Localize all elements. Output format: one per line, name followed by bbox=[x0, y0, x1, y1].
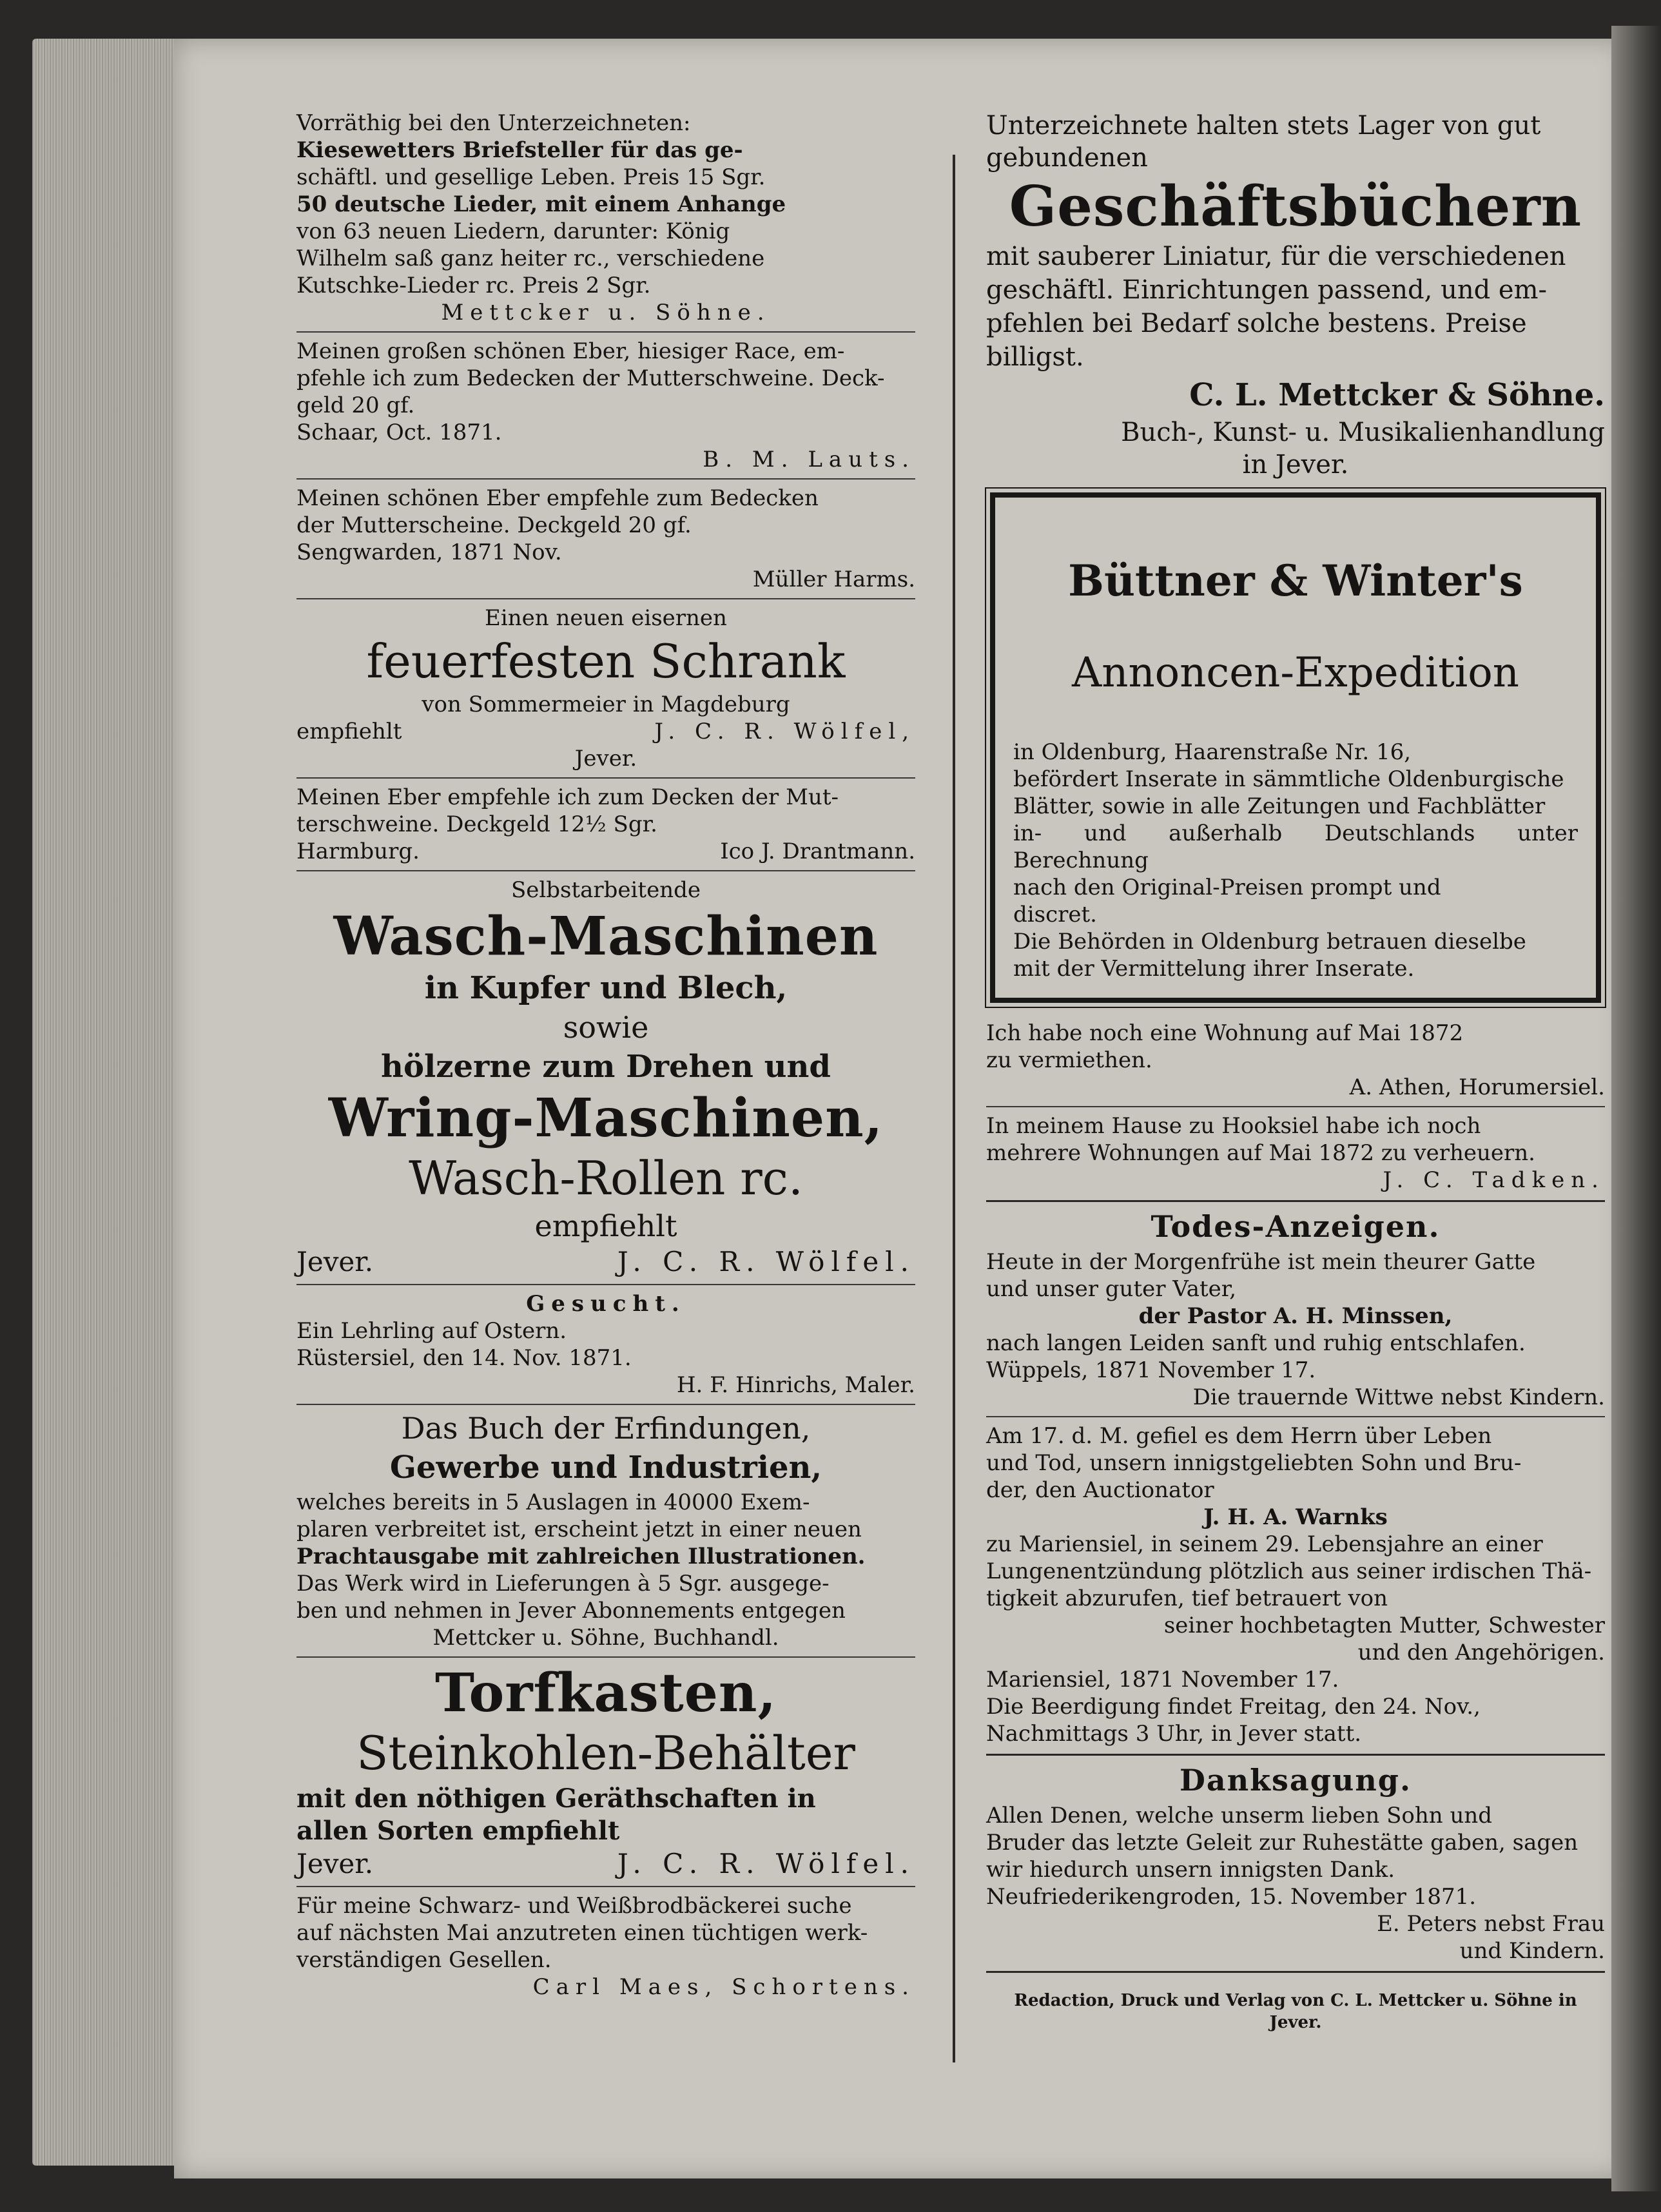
notice-line: seiner hochbetagten Mutter, Schwester bbox=[1163, 1613, 1605, 1638]
ad-signature: Mettcker u. Söhne. bbox=[441, 300, 771, 325]
divider bbox=[986, 1106, 1605, 1107]
ad-signature: A. Athen, Horumersiel. bbox=[1349, 1074, 1605, 1100]
ad-signature: Carl Maes, Schortens. bbox=[532, 1974, 915, 2000]
ad-baeckerei bbox=[296, 1892, 915, 2001]
ad-line: von 63 neuen Liedern, darunter: König bbox=[296, 218, 730, 244]
ad-frame-buettner-winter bbox=[990, 492, 1601, 1003]
frame-line: in Oldenburg, Haarenstraße Nr. 16, bbox=[1013, 739, 1412, 765]
divider bbox=[986, 1971, 1605, 1973]
divider bbox=[986, 1754, 1605, 1756]
ad-line: mit sauberer Liniatur, für die verschiedenen bbox=[986, 242, 1566, 271]
ad-headline: Torfkasten, bbox=[434, 1662, 777, 1724]
ad-line: in Kupfer und Blech, bbox=[424, 970, 788, 1006]
ad-line: ben und nehmen in Jever Abonnements entgegen bbox=[296, 1598, 846, 1624]
ad-signature: Müller Harms. bbox=[752, 567, 915, 592]
ad-firm-sub: Buch-, Kunst- u. Musikalienhandlung bbox=[1121, 418, 1605, 447]
ad-place-date: Schaar, Oct. 1871. bbox=[296, 420, 502, 445]
notice-line: Wüppels, 1871 November 17. bbox=[986, 1357, 1316, 1383]
frame-line: mit der Vermittelung ihrer Inserate. bbox=[1013, 956, 1415, 982]
notice-line: und Tod, unsern innigstgeliebten Sohn und Bru- bbox=[986, 1450, 1522, 1476]
ad-place: Jever. bbox=[296, 1848, 374, 1879]
ad-signature-row bbox=[296, 718, 915, 745]
ad-signature-row bbox=[296, 838, 915, 865]
divider bbox=[296, 1404, 915, 1405]
right-column bbox=[986, 110, 1605, 2050]
ad-line: schäftl. und gesellige Leben. Preis 15 Sgr. bbox=[296, 164, 766, 190]
thanks-notice bbox=[986, 1762, 1605, 1965]
ad-place: Harmburg. bbox=[296, 839, 420, 864]
notice-line: nach langen Leiden sanft und ruhig entschlafen. bbox=[986, 1330, 1526, 1356]
death-notices bbox=[986, 1208, 1605, 1747]
divider bbox=[296, 1656, 915, 1658]
ad-line: geld 20 gf. bbox=[296, 393, 415, 418]
ad-eber-schaar bbox=[296, 338, 915, 473]
ad-line: Kutschke-Lieder rc. Preis 2 Sgr. bbox=[296, 273, 651, 298]
ad-place: Jever. bbox=[574, 746, 637, 771]
book-page-edges bbox=[32, 39, 180, 2166]
ad-intro: Selbstarbeitende bbox=[510, 877, 701, 903]
frame-line: discret. bbox=[1013, 902, 1097, 927]
ad-headline: feuerfesten Schrank bbox=[366, 634, 846, 688]
ad-line: Ein Lehrling auf Ostern. bbox=[296, 1318, 567, 1344]
ad-line: der Mutterscheine. Deckgeld 20 gf. bbox=[296, 512, 692, 538]
frame-line: befördert Inserate in sämmtliche Oldenburgische bbox=[1013, 766, 1564, 792]
ad-empfiehlt: empfiehlt bbox=[534, 1208, 677, 1243]
section-title: Todes-Anzeigen. bbox=[1151, 1209, 1441, 1244]
ad-line: mit den nöthigen Geräthschaften in bbox=[296, 1783, 816, 1814]
divider bbox=[296, 1284, 915, 1285]
ad-geschaeftsbuecher bbox=[986, 110, 1605, 481]
ad-line: billigst. bbox=[986, 342, 1084, 372]
ad-line: Wilhelm saß ganz heiter rc., verschiedene bbox=[296, 246, 765, 271]
ad-place: Jever. bbox=[296, 1246, 374, 1277]
ad-headline: Gewerbe und Industrien, bbox=[389, 1450, 822, 1486]
ad-schrank bbox=[296, 605, 915, 772]
ad-signature: J. C. R. Wölfel. bbox=[617, 1246, 915, 1277]
notice-line: Lungenentzündung plötzlich aus seiner irdischen Thä- bbox=[986, 1558, 1592, 1584]
ad-line: Das Werk wird in Lieferungen à 5 Sgr. ausgege- bbox=[296, 1571, 830, 1596]
ad-firm: C. L. Mettcker & Söhne. bbox=[1189, 377, 1605, 413]
frame-line: Die Behörden in Oldenburg betrauen dieselbe bbox=[1013, 929, 1526, 955]
ad-signature: Mettcker u. Söhne, Buchhandl. bbox=[432, 1625, 779, 1651]
notice-line: der Pastor A. H. Minssen, bbox=[1138, 1303, 1453, 1329]
ad-intro: Einen neuen eisernen bbox=[485, 605, 727, 631]
ad-line: 50 deutsche Lieder, mit einem Anhange bbox=[296, 191, 786, 217]
notice-line: Heute in der Morgenfrühe ist mein theurer Gatte bbox=[986, 1249, 1536, 1275]
ad-signature-row bbox=[296, 1245, 915, 1279]
ad-signature: J. C. R. Wölfel, bbox=[654, 719, 915, 744]
notice-line: und den Angehörigen. bbox=[1357, 1640, 1605, 1665]
ad-line: pfehlen bei Bedarf solche bestens. Preise bbox=[986, 309, 1527, 338]
ad-wohnung-athen bbox=[986, 1020, 1605, 1101]
ad-buch-erfindungen bbox=[296, 1410, 915, 1651]
ad-briefsteller bbox=[296, 110, 915, 326]
divider bbox=[296, 1886, 915, 1887]
ad-headline: Geschäftsbüchern bbox=[1009, 174, 1582, 239]
column-divider bbox=[953, 155, 955, 2062]
ad-line: auf nächsten Mai anzutreten einen tüchtigen werk- bbox=[296, 1920, 868, 1946]
ad-line: gebundenen bbox=[986, 143, 1148, 173]
ad-signature: Ico J. Drantmann. bbox=[720, 839, 915, 864]
ad-headline: Das Buch der Erfindungen, bbox=[401, 1411, 811, 1446]
ad-line: hölzerne zum Drehen und bbox=[381, 1049, 831, 1085]
ad-place: in Jever. bbox=[1242, 450, 1349, 480]
imprint-footer: Redaction, Druck und Verlag von C. L. Mettcker u. Söhne in Jever. bbox=[1014, 1991, 1577, 2032]
ad-line: Vorräthig bei den Unterzeichneten: bbox=[296, 110, 691, 136]
ad-line: verständigen Gesellen. bbox=[296, 1947, 552, 1973]
ad-line: von Sommermeier in Magdeburg bbox=[422, 692, 790, 717]
ad-line: Prachtausgabe mit zahlreichen Illustrationen. bbox=[296, 1544, 866, 1569]
ad-line: geschäftl. Einrichtungen passend, und em- bbox=[986, 275, 1548, 305]
ad-line: mehrere Wohnungen auf Mai 1872 zu verheuern. bbox=[986, 1140, 1535, 1166]
ad-line: Meinen Eber empfehle ich zum Decken der Mut- bbox=[296, 784, 839, 810]
ad-eber-sengwarden bbox=[296, 485, 915, 593]
ad-line: Meinen großen schönen Eber, hiesiger Race, em- bbox=[296, 338, 845, 364]
divider bbox=[296, 331, 915, 333]
notice-line: Bruder das letzte Geleit zur Ruhestätte gaben, sagen bbox=[986, 1830, 1578, 1856]
ad-line: Für meine Schwarz- und Weißbrodbäckerei suche bbox=[296, 1893, 852, 1919]
frame-line: Blätter, sowie in alle Zeitungen und Fachblätter bbox=[1013, 793, 1546, 819]
notice-line: E. Peters nebst Frau bbox=[1377, 1911, 1605, 1937]
notice-line: Mariensiel, 1871 November 17. bbox=[986, 1667, 1339, 1693]
ad-line: welches bereits in 5 Auslagen in 40000 Exem- bbox=[296, 1489, 810, 1515]
ad-signature-row bbox=[296, 1847, 915, 1881]
ad-headline: Wasch-Maschinen bbox=[333, 906, 879, 967]
frame-title: Büttner & Winter's bbox=[1068, 556, 1523, 606]
ad-line: zu vermiethen. bbox=[986, 1047, 1152, 1073]
ad-title: Gesucht. bbox=[526, 1291, 686, 1317]
ad-line: Kiesewetters Briefsteller für das ge- bbox=[296, 137, 743, 163]
ad-torfkasten bbox=[296, 1663, 915, 1881]
ad-place-date: Rüstersiel, den 14. Nov. 1871. bbox=[296, 1345, 632, 1371]
ad-line: pfehle ich zum Bedecken der Mutterschweine. Deck- bbox=[296, 365, 885, 391]
divider bbox=[296, 870, 915, 871]
notice-line: Nachmittags 3 Uhr, in Jever statt. bbox=[986, 1721, 1362, 1747]
ad-headline: Wasch-Rollen rc. bbox=[409, 1151, 803, 1205]
notice-line: tigkeit abzurufen, tief betrauert von bbox=[986, 1586, 1388, 1611]
left-column bbox=[296, 110, 915, 2006]
frame-subtitle: Annoncen-Expedition bbox=[1072, 649, 1519, 697]
ad-line: Meinen schönen Eber empfehle zum Bedecken bbox=[296, 485, 819, 511]
page-gutter-shadow bbox=[1611, 26, 1661, 2191]
ad-line: sowie bbox=[563, 1010, 649, 1045]
ad-eber-harmburg bbox=[296, 784, 915, 865]
notice-line: und Kindern. bbox=[1459, 1938, 1605, 1964]
notice-line: Neufriederikengroden, 15. November 1871. bbox=[986, 1884, 1477, 1910]
ad-line: Ich habe noch eine Wohnung auf Mai 1872 bbox=[986, 1020, 1464, 1046]
notice-line: wir hiedurch unsern innigsten Dank. bbox=[986, 1857, 1395, 1883]
ad-signature: J. C. Tadken. bbox=[1383, 1167, 1605, 1193]
ad-headline: Steinkohlen-Behälter bbox=[356, 1726, 855, 1780]
frame-line: nach den Original-Preisen prompt und bbox=[1013, 875, 1441, 900]
notice-line: der, den Auctionator bbox=[986, 1477, 1214, 1503]
notice-line: und unser guter Vater, bbox=[986, 1276, 1237, 1302]
ad-line: In meinem Hause zu Hooksiel habe ich noch bbox=[986, 1113, 1481, 1139]
ad-place-date: Sengwarden, 1871 Nov. bbox=[296, 539, 562, 565]
divider bbox=[296, 777, 915, 779]
section-title: Danksagung. bbox=[1180, 1763, 1412, 1798]
ad-gesucht bbox=[296, 1290, 915, 1399]
notice-line: Allen Denen, welche unserm lieben Sohn und bbox=[986, 1803, 1493, 1829]
ad-wohnung-tadken bbox=[986, 1112, 1605, 1194]
frame-line: in- und außerhalb Deutschlands unter Berechnung bbox=[1013, 820, 1578, 873]
ad-line: allen Sorten empfiehlt bbox=[296, 1816, 620, 1846]
notice-line: zu Mariensiel, in seinem 29. Lebensjahre an einer bbox=[986, 1531, 1543, 1557]
divider bbox=[296, 478, 915, 480]
ad-waschmaschinen bbox=[296, 877, 915, 1279]
notice-line: Die trauernde Wittwe nebst Kindern. bbox=[1192, 1384, 1605, 1410]
ad-signature: H. F. Hinrichs, Maler. bbox=[676, 1372, 915, 1398]
divider bbox=[296, 598, 915, 599]
notice-line: J. H. A. Warnks bbox=[1203, 1504, 1388, 1530]
notice-line: Die Beerdigung findet Freitag, den 24. Nov., bbox=[986, 1694, 1481, 1720]
ad-line: terschweine. Deckgeld 12½ Sgr. bbox=[296, 811, 657, 837]
divider bbox=[986, 1416, 1605, 1417]
ad-signature: B. M. Lauts. bbox=[703, 447, 915, 472]
ad-signature: J. C. R. Wölfel. bbox=[617, 1848, 915, 1879]
ad-line: Unterzeichnete halten stets Lager von gut bbox=[986, 111, 1541, 141]
notice-line: Am 17. d. M. gefiel es dem Herrn über Leben bbox=[986, 1423, 1492, 1449]
ad-empfiehlt: empfiehlt bbox=[296, 719, 402, 744]
ad-headline: Wring-Maschinen, bbox=[328, 1087, 884, 1149]
divider bbox=[986, 1200, 1605, 1202]
ad-line: plaren verbreitet ist, erscheint jetzt in einer neuen bbox=[296, 1517, 862, 1542]
